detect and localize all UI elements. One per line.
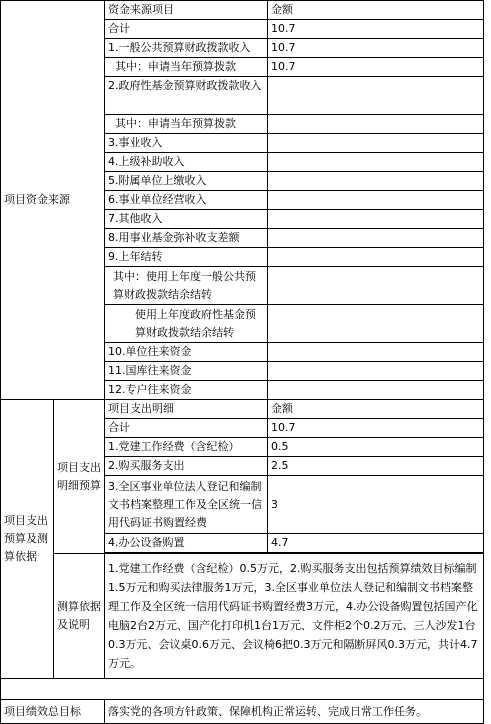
funding-amount: 10.7	[268, 20, 484, 39]
funding-item: 12.专户往来资金	[105, 381, 268, 400]
performance-text: 落实党的各项方针政策、保障机构正常运转、完成日常工作任务。	[105, 700, 484, 724]
performance-row	[1, 700, 484, 724]
funding-amount	[268, 248, 484, 267]
expenditure-amount: 2.5	[268, 457, 484, 476]
expenditure-detail-label: 项目支出明细预算	[54, 400, 105, 554]
funding-amount: 10.7	[268, 39, 484, 58]
funding-amount	[268, 305, 484, 343]
funding-item: 使用上年度政府性基金预算财政拨款结余结转	[105, 305, 268, 343]
expenditure-header-amount: 金额	[268, 400, 484, 419]
expenditure-header-item: 项目支出明细	[105, 400, 268, 419]
funding-amount	[268, 172, 484, 191]
basis-label: 测算依据及说明	[54, 554, 105, 679]
funding-amount	[268, 210, 484, 229]
funding-amount	[268, 77, 484, 115]
funding-header-row	[1, 1, 484, 20]
funding-item: 其中：申请当年预算拨款	[105, 58, 268, 77]
funding-section-label: 项目资金来源	[1, 1, 105, 400]
basis-row	[1, 554, 484, 679]
funding-amount	[268, 115, 484, 134]
funding-amount	[268, 191, 484, 210]
funding-item: 5.附属单位上缴收入	[105, 172, 268, 191]
expenditure-amount: 10.7	[268, 419, 484, 438]
funding-item: 3.事业收入	[105, 134, 268, 153]
funding-amount	[268, 153, 484, 172]
funding-item: 其中：使用上年度一般公共预算财政拨款结余结转	[105, 267, 268, 305]
expenditure-item: 3.全区事业单位法人登记和编制文书档案整理工作及全区统一信用代码证书购置经费	[105, 476, 268, 534]
funding-item: 1.一般公共预算财政拨款收入	[105, 39, 268, 58]
funding-item: 2.政府性基金预算财政拨款收入	[105, 77, 268, 115]
funding-header-amount: 金额	[268, 1, 484, 20]
spacer-row	[1, 679, 484, 700]
expenditure-section-label: 项目支出预算及测算依据	[1, 400, 54, 679]
expenditure-item: 2.购买服务支出	[105, 457, 268, 476]
performance-label: 项目绩效总目标	[1, 700, 105, 724]
funding-item: 8.用事业基金弥补收支差额	[105, 229, 268, 248]
funding-item: 10.单位往来资金	[105, 343, 268, 362]
expenditure-item: 合计	[105, 419, 268, 438]
expenditure-header-row	[1, 400, 484, 419]
funding-item: 9.上年结转	[105, 248, 268, 267]
funding-item: 4.上级补助收入	[105, 153, 268, 172]
funding-amount	[268, 267, 484, 305]
basis-text: 1.党建工作经费（含纪检）0.5万元，2.购买服务支出包括预算绩效目标编制1.5万元和购买法律服务1万元，3.全区事业单位法人登记和编制文书档案整理工作及全区统一信用代码证书购置经费3万元，4.办公设备购置包括国产化电脑2台2万元、国产化打印机1台1万元、文件柜2个0.2万元、三人沙发1台0.3万元、会议桌0.6万元、会议椅6把0.3万元和隔断屏风0.3万元，共计4.7万元。	[105, 554, 484, 679]
funding-amount: 10.7	[268, 58, 484, 77]
funding-item: 合计	[105, 20, 268, 39]
expenditure-amount: 0.5	[268, 438, 484, 457]
funding-item: 11.国库往来资金	[105, 362, 268, 381]
funding-item: 其中：申请当年预算拨款	[105, 115, 268, 134]
spacer-cell	[1, 679, 484, 700]
funding-header-item: 资金来源项目	[105, 1, 268, 20]
expenditure-amount: 3	[268, 476, 484, 534]
funding-item: 7.其他收入	[105, 210, 268, 229]
funding-amount	[268, 229, 484, 248]
funding-amount	[268, 381, 484, 400]
funding-item: 6.事业单位经营收入	[105, 191, 268, 210]
funding-amount	[268, 343, 484, 362]
expenditure-amount: 4.7	[268, 534, 484, 553]
funding-amount	[268, 362, 484, 381]
expenditure-item: 1.党建工作经费（含纪检）	[105, 438, 268, 457]
expenditure-item: 4.办公设备购置	[105, 534, 268, 553]
funding-amount	[268, 134, 484, 153]
